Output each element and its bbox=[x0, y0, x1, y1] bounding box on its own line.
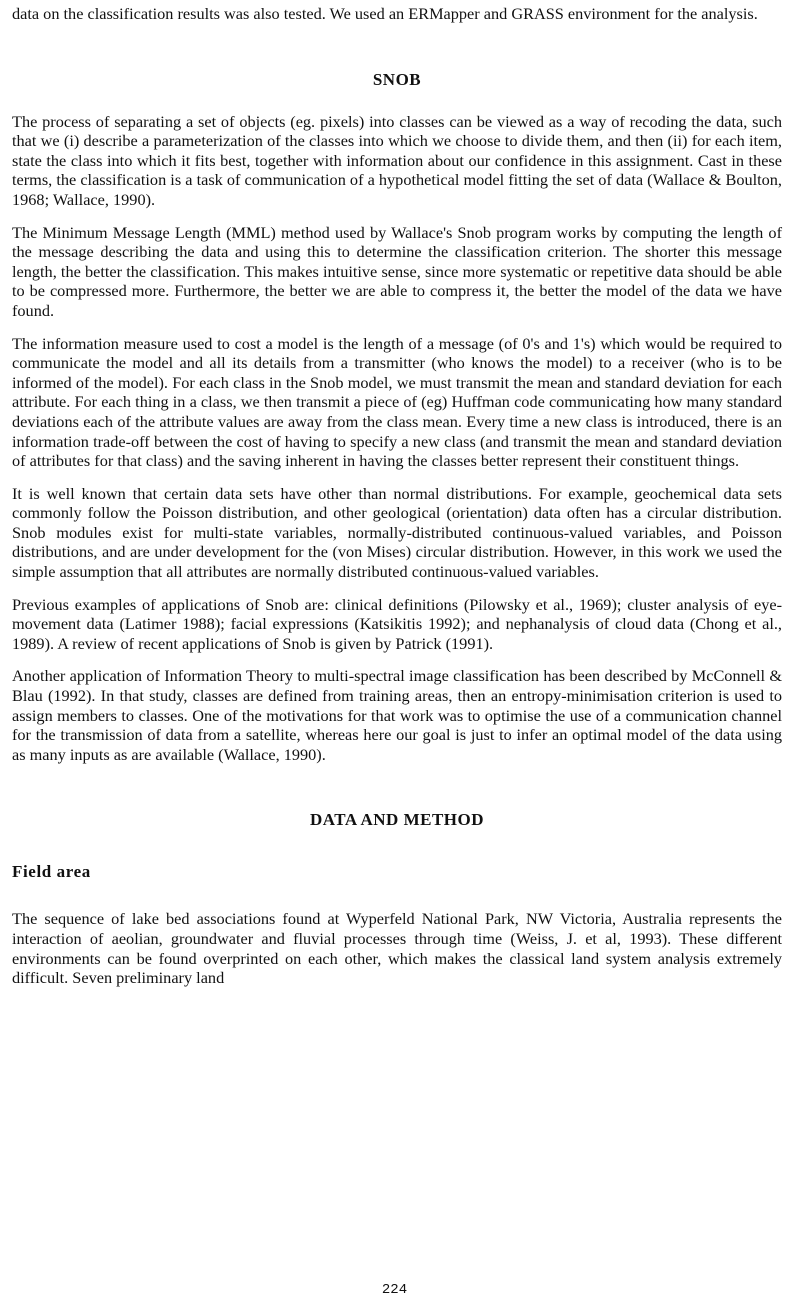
page-number: 224 bbox=[381, 1282, 408, 1298]
snob-section-heading: SNOB bbox=[372, 69, 422, 89]
document-page bbox=[12, 4, 782, 988]
snob-paragraph-5: Previous examples of applications of Snob are: clinical definitions (Pilowsky et al., 1969); cluster analysis of eye-movement data (Latimer 1988); facial expressions (Katsikitis 1992); and nephanalysis of cloud data (Chong et al., 1989). A review of recent applications of Snob is given by Patrick (1991). bbox=[12, 594, 782, 653]
field-area-subheading: Field area bbox=[12, 862, 91, 882]
snob-paragraph-6: Another application of Information Theory to multi-spectral image classification has been described by McConnell & Blau (1992). In that study, classes are defined from training areas, then an entropy-minimisation criterion is used to assign members to classes. One of the motivations for that work was to optimise the use of a communication channel for the transmission of data from a satellite, whereas here our goal is just to infer an optimal model of the data using as many inputs as are available (Wallace, 1990). bbox=[12, 666, 782, 764]
snob-paragraph-4: It is well known that certain data sets have other than normal distributions. For example, geochemical data sets commonly follow the Poisson distribution, and other geological (orientation) data often has a circular distribution. Snob modules exist for multi-state variables, normally-distributed continuous-valued variables, and Poisson distributions, and are under development for the (von Mises) circular distribution. However, in this work we used the simple assumption that all attributes are normally distributed continuous-valued variables. bbox=[12, 483, 782, 582]
data-and-method-heading: DATA AND METHOD bbox=[309, 810, 485, 830]
snob-paragraph-2: The Minimum Message Length (MML) method used by Wallace's Snob program works by computing the length of the message describing the data and using this to determine the classification criterion. The shorter this message length, the better the classification. This makes intuitive sense, since more systematic or repetitive data should be able to be compressed more. Furthermore, the better we are able to compress it, the better the model of the data we have found. bbox=[12, 222, 782, 320]
field-area-paragraph: The sequence of lake bed associations found at Wyperfeld National Park, NW Victoria, Australia represents the interaction of aeolian, groundwater and fluvial processes through time (Weiss, J. et al, 1993). These different environments can be found overprinted on each other, which makes the classical land system analysis extremely difficult. Seven preliminary land bbox=[12, 909, 782, 988]
snob-paragraph-3: The information measure used to cost a model is the length of a message (of 0's and 1's) which would be required to communicate the model and all its details from a transmitter (who knows the model) to a receiver (who is to be informed of the model). For each class in the Snob model, we must transmit the mean and standard deviation for each attribute. For each thing in a class, we then transmit a piece of (eg) Huffman code communicating how many standard deviations each of the attribute values are away from the class mean. Every time a new class is introduced, there is an information trade-off between the cost of having to specify a new class (and transmit the mean and standard deviation of attributes for that class) and the saving inherent in having the classes better represent their constituent things. bbox=[12, 333, 782, 471]
intro-continuation-paragraph: data on the classification results was also tested. We used an ERMapper and GRASS environment for the analysis. bbox=[12, 4, 758, 23]
snob-paragraph-1: The process of separating a set of objects (eg. pixels) into classes can be viewed as a way of recoding the data, such that we (i) describe a parameterization of the classes into which we choose to divide them, and then (ii) for each item, state the class into which it fits best, together with information about our confidence in this assignment. Cast in these terms, the classification is a task of communication of a hypothetical model fitting the set of data (Wallace & Boulton, 1968; Wallace, 1990). bbox=[12, 111, 782, 209]
